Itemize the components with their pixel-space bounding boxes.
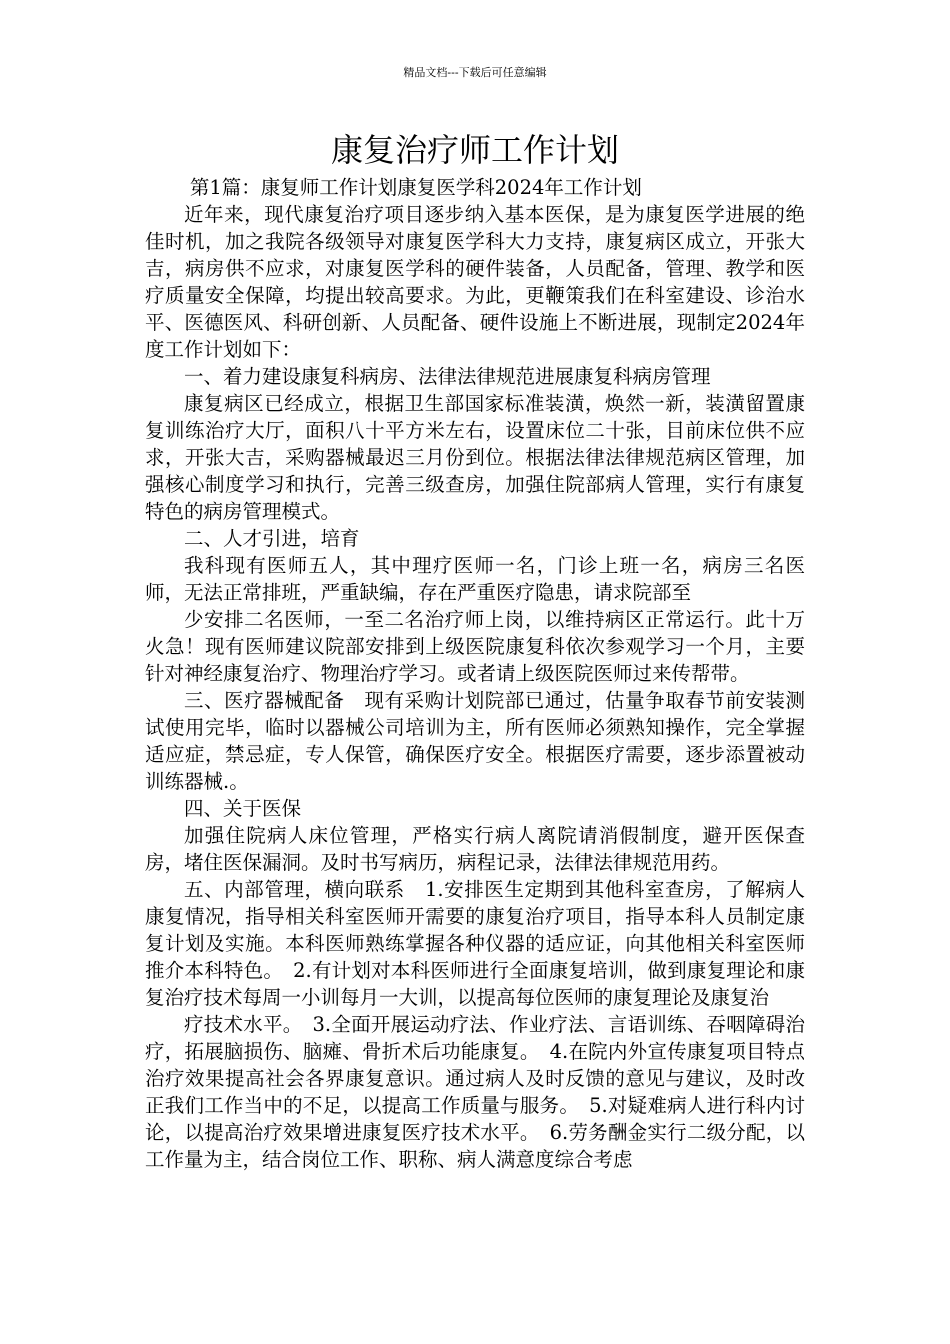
section-heading-2: 二、人才引进，培育 bbox=[184, 527, 360, 550]
document-body bbox=[145, 174, 805, 1173]
section-body-2b: 少安排二名医师，一至二名治疗师上岗，以维持病区正常运行。此十万火急！现有医师建议院部安排到上级医院康复科依次参观学习一个月，主要针对神经康复治疗、物理治疗学习。或者请上级医院医师过来传帮带。 bbox=[145, 608, 805, 685]
section-body-2a: 我科现有医师五人，其中理疗医师一名，门诊上班一名，病房三名医师，无法正常排班，严重缺编，存在严重医疗隐患，请求院部至 bbox=[145, 554, 805, 604]
section-heading-1: 一、着力建设康复科病房、法律法律规范进展康复科病房管理 bbox=[184, 365, 711, 388]
intro-paragraph: 近年来，现代康复治疗项目逐步纳入基本医保，是为康复医学进展的绝佳时机，加之我院各级领导对康复医学科大力支持，康复病区成立，开张大吉，病房供不应求，对康复医学科的硬件装备，人员配备，管理、教学和医疗质量安全保障，均提出较高要求。为此，更鞭策我们在科室建设、诊治水平、医德医风、科研创新、人员配备、硬件设施上不断进展，现制定2024年度工作计划如下： bbox=[145, 203, 805, 361]
section-heading-4: 四、关于医保 bbox=[184, 797, 302, 820]
section-body-3: 三、医疗器械配备 现有采购计划院部已通过，估量争取春节前安装测试使用完毕，临时以器械公司培训为主，所有医师必须熟知操作，完全掌握适应症，禁忌症，专人保管，确保医疗安全。根据医疗需要，逐步添置被动训练器械.。 bbox=[145, 689, 805, 793]
section-body-4: 加强住院病人床位管理，严格实行病人离院请消假制度，避开医保查房，堵住医保漏洞。及时书写病历，病程记录，法律法律规范用药。 bbox=[145, 824, 805, 874]
section-body-5a: 五、内部管理，横向联系 1.安排医生定期到其他科室查房，了解病人康复情况，指导相关科室医师开需要的康复治疗项目，指导本科人员制定康复计划及实施。本科医师熟练掌握各种仪器的适应证，向其他相关科室医师推介本科特色。 2.有计划对本科医师进行全面康复培训，做到康复理论和康复治疗技术每周一小训每月一大训，以提高每位医师的康复理论及康复治 bbox=[145, 878, 805, 1009]
section-subtitle: 第1篇：康复师工作计划康复医学科2024年工作计划 bbox=[189, 176, 642, 199]
section-body-5b: 疗技术水平。 3.全面开展运动疗法、作业疗法、言语训练、吞咽障碍治疗，拓展脑损伤、脑瘫、骨折术后功能康复。 4.在院内外宣传康复项目特点治疗效果提高社会各界康复意识。通过病人及时反馈的意见与建议，及时改正我们工作当中的不足，以提高工作质量与服务。 5.对疑难病人进行科内讨论，以提高治疗效果增进康复医疗技术水平。 6.劳务酬金实行二级分配，以工作量为主，结合岗位工作、职称、病人满意度综合考虑 bbox=[145, 1013, 805, 1171]
page-header-note: 精品文档---下载后可任意编辑 bbox=[403, 66, 547, 79]
section-body-1: 康复病区已经成立，根据卫生部国家标准装潢，焕然一新，装潢留置康复训练治疗大厅，面积八十平方米左右，设置床位二十张，目前床位供不应求，开张大吉，采购器械最迟三月份到位。根据法律法律规范病区管理，加强核心制度学习和执行，完善三级查房，加强住院部病人管理，实行有康复特色的病房管理模式。 bbox=[145, 392, 805, 523]
document-title: 康复治疗师工作计划 bbox=[330, 131, 619, 169]
